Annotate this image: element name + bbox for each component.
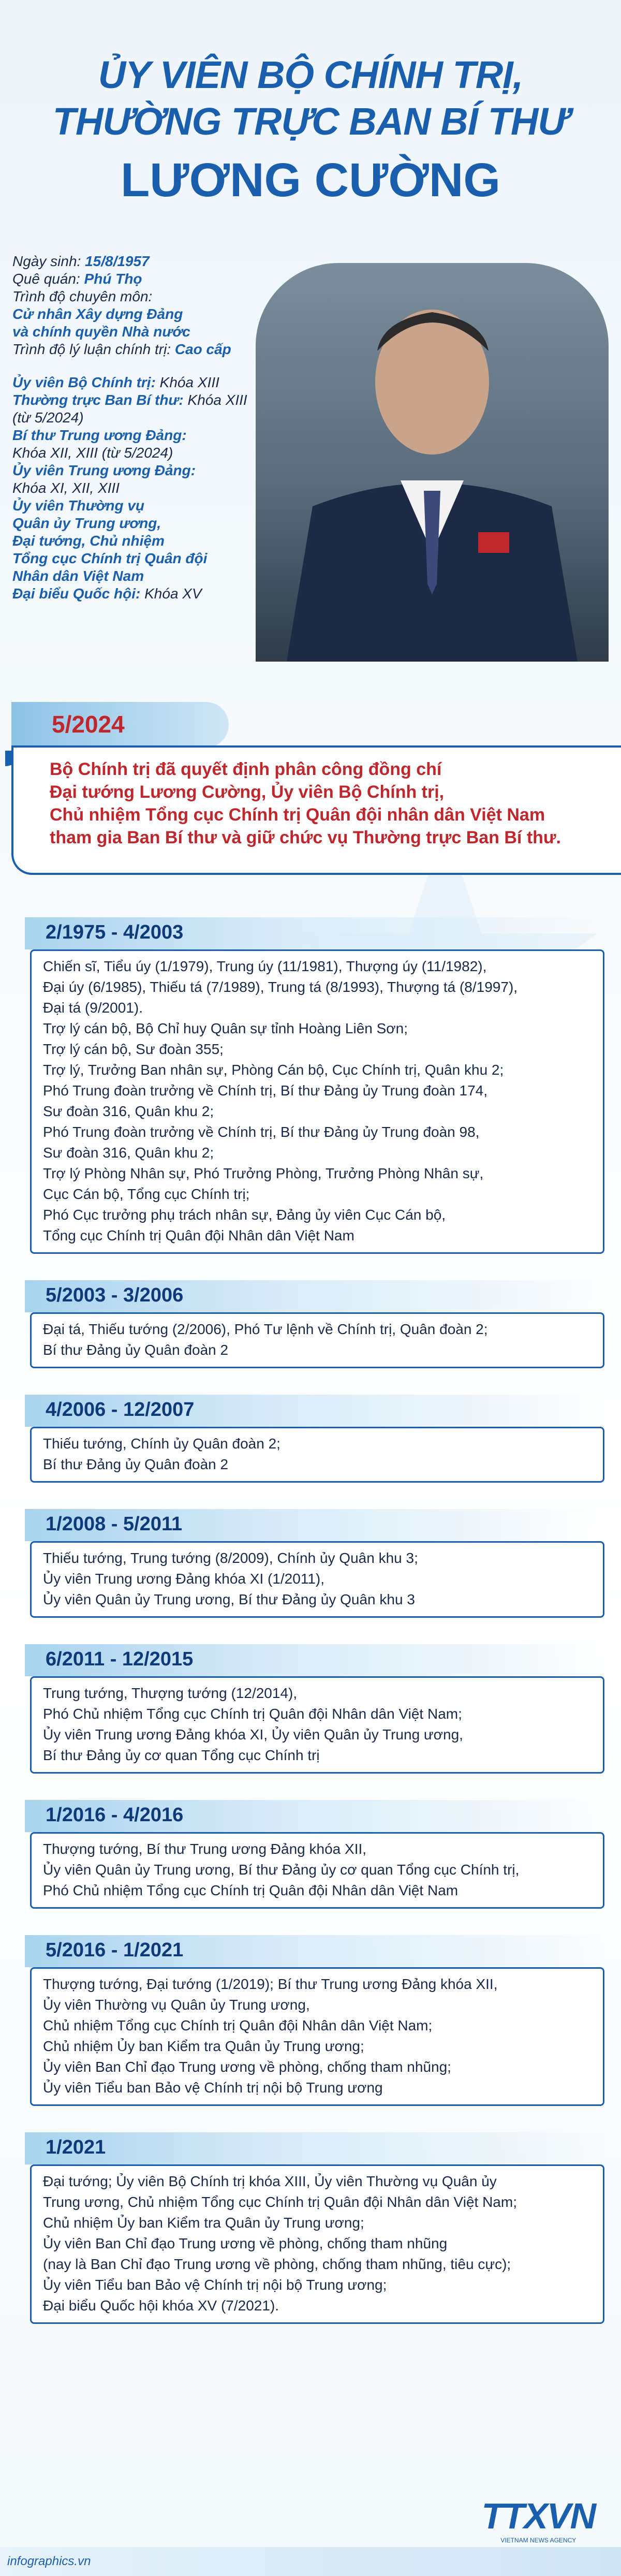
period-line: Đại tá, Thiếu tướng (2/2006), Phó Tư lệnh về Chính trị, Quân đoàn 2;: [43, 1321, 488, 1337]
title-line-1: ỦY VIÊN BỘ CHÍNH TRỊ,: [98, 53, 523, 96]
period-line: Tổng cục Chính trị Quân đội Nhân dân Việt Nam: [43, 1227, 354, 1243]
period-range: 1/2021: [25, 2132, 604, 2164]
title-name: LƯƠNG CƯỜNG: [121, 154, 500, 207]
period-details: [30, 1832, 604, 1909]
period-line: Ủy viên Trung ương Đảng khóa XI, Ủy viên Quân ủy Trung ương,: [43, 1726, 463, 1743]
period-range: 1/2008 - 5/2011: [25, 1509, 604, 1541]
timeline-period: [25, 1800, 604, 1909]
timeline-period: [25, 917, 604, 1254]
hometown-label: Quê quán:: [12, 271, 84, 287]
timeline-period: [25, 1395, 604, 1483]
period-details: [30, 1541, 604, 1618]
period-line: Đại úy (6/1985), Thiếu tá (7/1989), Trung tá (8/1993), Thượng tá (8/1997),: [43, 979, 518, 995]
period-line: Bí thư Đảng ủy Quân đoàn 2: [43, 1342, 229, 1358]
period-line: Ủy viên Tiểu ban Bảo vệ Chính trị nội bộ Trung ương: [43, 2080, 383, 2096]
period-line: Trung tướng, Thượng tướng (12/2014),: [43, 1685, 298, 1701]
title-line-2: THƯỜNG TRỰC BAN BÍ THƯ: [52, 100, 569, 143]
period-line: Trung ương, Chủ nhiệm Tổng cục Chính trị Quân đội Nhân dân Việt Nam;: [43, 2194, 517, 2210]
period-details: [30, 1676, 604, 1774]
bio-panel: [12, 253, 256, 603]
position-line: [12, 585, 256, 603]
politics-label: Trình độ lý luận chính trị:: [12, 341, 175, 357]
position-title: Ủy viên Thường vụ: [12, 497, 145, 514]
highlight-line-3: Chủ nhiệm Tổng cục Chính trị Quân đội nhân dân Việt Nam: [50, 805, 545, 825]
timeline-period: [25, 2132, 604, 2324]
education-label: Trình độ chuyên môn:: [12, 288, 153, 304]
position-line: [12, 515, 256, 532]
period-range: 5/2003 - 3/2006: [25, 1280, 604, 1312]
period-line: Thượng tướng, Bí thư Trung ương Đảng khóa XII,: [43, 1841, 367, 1857]
position-line: [12, 391, 256, 409]
period-line: Thiếu tướng, Trung tướng (8/2009), Chính ủy Quân khu 3;: [43, 1550, 418, 1566]
period-line: Ủy viên Tiểu ban Bảo vệ Chính trị nội bộ Trung ương;: [43, 2277, 387, 2293]
position-title: Đại biểu Quốc hội:: [12, 586, 141, 602]
politics-value: Cao cấp: [174, 341, 231, 357]
period-range: 1/2016 - 4/2016: [25, 1800, 604, 1832]
period-line: Trợ lý Phòng Nhân sự, Phó Trưởng Phòng, Trưởng Phòng Nhân sự,: [43, 1165, 484, 1181]
timeline-period: [25, 1935, 604, 2106]
position-title: Quân ủy Trung ương,: [12, 515, 161, 531]
period-line: Trợ lý, Trưởng Ban nhân sự, Phòng Cán bộ, Cục Chính trị, Quân khu 2;: [43, 1062, 504, 1078]
period-line: Sư đoàn 316, Quân khu 2;: [43, 1103, 214, 1119]
position-line: [12, 479, 256, 497]
position-line: [12, 427, 256, 444]
position-detail: (từ 5/2024): [12, 409, 84, 426]
period-line: Trợ lý cán bộ, Sư đoàn 355;: [43, 1041, 224, 1057]
highlight-line-2: Đại tướng Lương Cường, Ủy viên Bộ Chính trị,: [50, 782, 445, 802]
period-line: Phó Cục trưởng phụ trách nhân sự, Đảng ủy viên Cục Cán bộ,: [43, 1207, 446, 1223]
footer-url: infographics.vn: [7, 2554, 91, 2568]
logo-text: TTXVN: [481, 2496, 595, 2536]
education-value-1: Cử nhân Xây dựng Đảng: [12, 306, 183, 322]
period-line: Chiến sĩ, Tiểu úy (1/1979), Trung úy (11/1981), Thượng úy (11/1982),: [43, 958, 487, 974]
position-title: Ủy viên Bộ Chính trị:: [12, 374, 156, 390]
period-line: Đại tá (9/2001).: [43, 1000, 143, 1016]
period-details: [30, 949, 604, 1254]
position-line: [12, 409, 256, 427]
birth-label: Ngày sinh:: [12, 253, 85, 269]
portrait-illustration: [256, 263, 609, 662]
period-range: 2/1975 - 4/2003: [25, 917, 604, 949]
period-line: Bí thư Đảng ủy cơ quan Tổng cục Chính trị: [43, 1747, 320, 1763]
hometown-value: Phú Thọ: [84, 271, 142, 287]
period-details: [30, 2164, 604, 2324]
position-title: Ủy viên Trung ương Đảng:: [12, 462, 196, 478]
highlight-line-1: Bộ Chính trị đã quyết định phân công đồng chí: [50, 759, 442, 779]
position-detail: Khóa XII, XIII (từ 5/2024): [12, 445, 173, 461]
period-line: Phó Trung đoàn trưởng về Chính trị, Bí thư Đảng ủy Trung đoàn 98,: [43, 1124, 480, 1140]
period-line: Cục Cán bộ, Tổng cục Chính trị;: [43, 1186, 250, 1202]
page-title: [0, 52, 621, 211]
period-line: Ủy viên Ban Chỉ đạo Trung ương về phòng, chống tham nhũng;: [43, 2059, 451, 2075]
timeline-period: [25, 1644, 604, 1774]
position-line: [12, 497, 256, 515]
period-line: Ủy viên Ban Chỉ đạo Trung ương về phòng, chống tham nhũng: [43, 2235, 448, 2251]
position-line: [12, 550, 256, 567]
period-range: 6/2011 - 12/2015: [25, 1644, 604, 1676]
period-line: Ủy viên Quân ủy Trung ương, Bí thư Đảng ủy Quân khu 3: [43, 1591, 415, 1607]
position-title: Bí thư Trung ương Đảng:: [12, 427, 187, 443]
position-line: [12, 462, 256, 479]
period-range: 5/2016 - 1/2021: [25, 1935, 604, 1967]
position-title: Thường trực Ban Bí thư:: [12, 392, 184, 408]
period-line: Chủ nhiệm Tổng cục Chính trị Quân đội Nhân dân Việt Nam;: [43, 2017, 433, 2033]
period-details: [30, 1967, 604, 2106]
period-line: Thượng tướng, Đại tướng (1/2019); Bí thư Trung ương Đảng khóa XII,: [43, 1976, 498, 1992]
position-title: Đại tướng, Chủ nhiệm: [12, 533, 165, 549]
period-line: Sư đoàn 316, Quân khu 2;: [43, 1145, 214, 1161]
position-title: Nhân dân Việt Nam: [12, 568, 144, 584]
period-line: (nay là Ban Chỉ đạo Trung ương về phòng, chống tham nhũng, tiêu cực);: [43, 2256, 511, 2272]
period-line: Đại biểu Quốc hội khóa XV (7/2021).: [43, 2297, 279, 2314]
period-line: Trợ lý cán bộ, Bộ Chỉ huy Quân sự tỉnh Hoàng Liên Sơn;: [43, 1020, 408, 1036]
period-line: Thiếu tướng, Chính ủy Quân đoàn 2;: [43, 1436, 280, 1452]
position-title: Tổng cục Chính trị Quân đội: [12, 550, 208, 566]
period-line: Ủy viên Thường vụ Quân ủy Trung ương,: [43, 1997, 310, 2013]
ttxvn-logo: [482, 2495, 595, 2544]
period-line: Chủ nhiệm Ủy ban Kiểm tra Quân ủy Trung ương;: [43, 2038, 364, 2054]
footer-bar: [0, 2547, 621, 2576]
period-range: 4/2006 - 12/2007: [25, 1395, 604, 1427]
position-detail: Khóa XI, XII, XIII: [12, 480, 120, 496]
period-line: Chủ nhiệm Ủy ban Kiểm tra Quân ủy Trung ương;: [43, 2215, 364, 2231]
period-line: Ủy viên Quân ủy Trung ương, Bí thư Đảng ủy cơ quan Tổng cục Chính trị,: [43, 1862, 520, 1878]
position-detail: Khóa XV: [140, 586, 202, 602]
position-line: [12, 532, 256, 550]
period-line: Phó Chủ nhiệm Tổng cục Chính trị Quân đội Nhân dân Việt Nam;: [43, 1706, 462, 1722]
position-line: [12, 444, 256, 462]
education-value-2: và chính quyền Nhà nước: [12, 324, 190, 340]
timeline-period: [25, 1280, 604, 1368]
period-line: Phó Trung đoàn trưởng về Chính trị, Bí thư Đảng ủy Trung đoàn 174,: [43, 1082, 488, 1099]
period-line: Ủy viên Trung ương Đảng khóa XI (1/2011),: [43, 1571, 324, 1587]
highlight-line-4: tham gia Ban Bí thư và giữ chức vụ Thường trực Ban Bí thư.: [50, 828, 561, 847]
position-detail: Khóa XIII: [183, 392, 247, 408]
birth-value: 15/8/1957: [85, 253, 150, 269]
portrait-photo: [256, 263, 609, 662]
highlight-date: 5/2024: [52, 711, 125, 738]
position-line: [12, 567, 256, 585]
positions-list: [12, 374, 256, 603]
highlight-box: [11, 745, 621, 875]
timeline-period: [25, 1509, 604, 1618]
period-line: Bí thư Đảng ủy Quân đoàn 2: [43, 1456, 229, 1472]
position-line: [12, 374, 256, 391]
period-details: [30, 1427, 604, 1483]
period-line: Phó Chủ nhiệm Tổng cục Chính trị Quân đội Nhân dân Việt Nam: [43, 1882, 459, 1898]
position-detail: Khóa XIII: [155, 374, 219, 390]
logo-subtitle: VIETNAM NEWS AGENCY: [500, 2537, 576, 2544]
period-line: Đại tướng; Ủy viên Bộ Chính trị khóa XIII, Ủy viên Thường vụ Quân ủy: [43, 2173, 497, 2189]
period-details: [30, 1312, 604, 1368]
